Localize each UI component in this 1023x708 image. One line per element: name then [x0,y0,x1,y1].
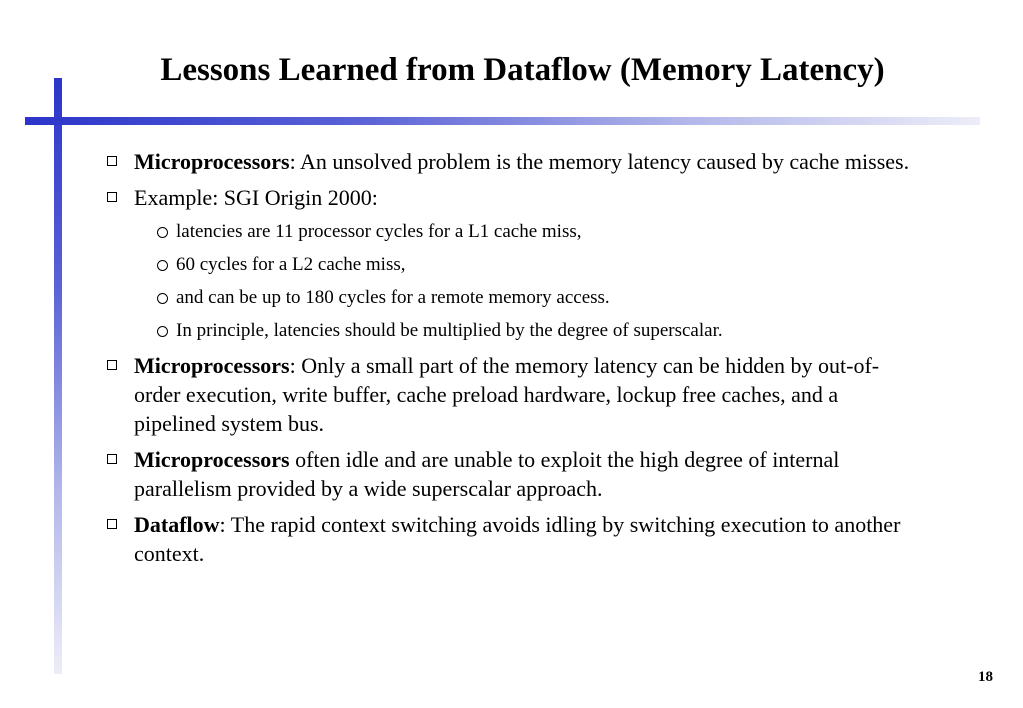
circle-bullet-icon [157,260,168,271]
page-number: 18 [978,669,993,685]
horizontal-accent-bar [25,117,980,125]
square-bullet-icon [107,454,117,464]
bullet-text: : An unsolved problem is the memory latency caused by cache misses. [289,149,910,174]
bullet-text: Example: SGI Origin 2000: [134,185,378,210]
slide-title: Lessons Learned from Dataflow (Memory Latency) [160,52,885,88]
circle-bullet-icon [157,293,168,304]
bullet-bold-term: Microprocessors [134,149,290,174]
sub-bullet-item [105,219,915,245]
sub-bullet-item [105,252,915,278]
bullet-bold-term: Dataflow [134,512,220,537]
circle-bullet-icon [157,227,168,238]
vertical-accent-bar [54,78,62,674]
sub-bullet-text: and can be up to 180 cycles for a remote memory access. [176,287,610,308]
bullet-text: : The rapid context switching avoids idling by switching execution to another context. [134,512,901,566]
sub-bullet-item [105,318,915,344]
bullet-item [105,147,915,176]
slide-content [105,147,915,575]
square-bullet-icon [107,192,117,202]
sub-bullet-text: latencies are 11 processor cycles for a L1 cache miss, [176,221,582,242]
circle-bullet-icon [157,326,168,337]
sub-bullet-text: In principle, latencies should be multiplied by the degree of superscalar. [176,320,723,341]
sub-bullet-text: 60 cycles for a L2 cache miss, [176,254,406,275]
bullet-item [105,183,915,212]
bullet-bold-term: Microprocessors [134,447,290,472]
bullet-item [105,445,915,503]
sub-bullet-item [105,285,915,311]
bullet-item [105,510,915,568]
bullet-bold-term: Microprocessors [134,353,290,378]
square-bullet-icon [107,156,117,166]
bullet-item [105,351,915,438]
bullet-text: : Only a small part of the memory latency can be hidden by out-of-order execution, write buffer, cache preload hardware, lockup free caches, and a pipelined system bus. [134,353,880,436]
square-bullet-icon [107,519,117,529]
square-bullet-icon [107,360,117,370]
bullet-text: often idle and are unable to exploit the high degree of internal parallelism provided by a wide superscalar approach. [134,447,840,501]
